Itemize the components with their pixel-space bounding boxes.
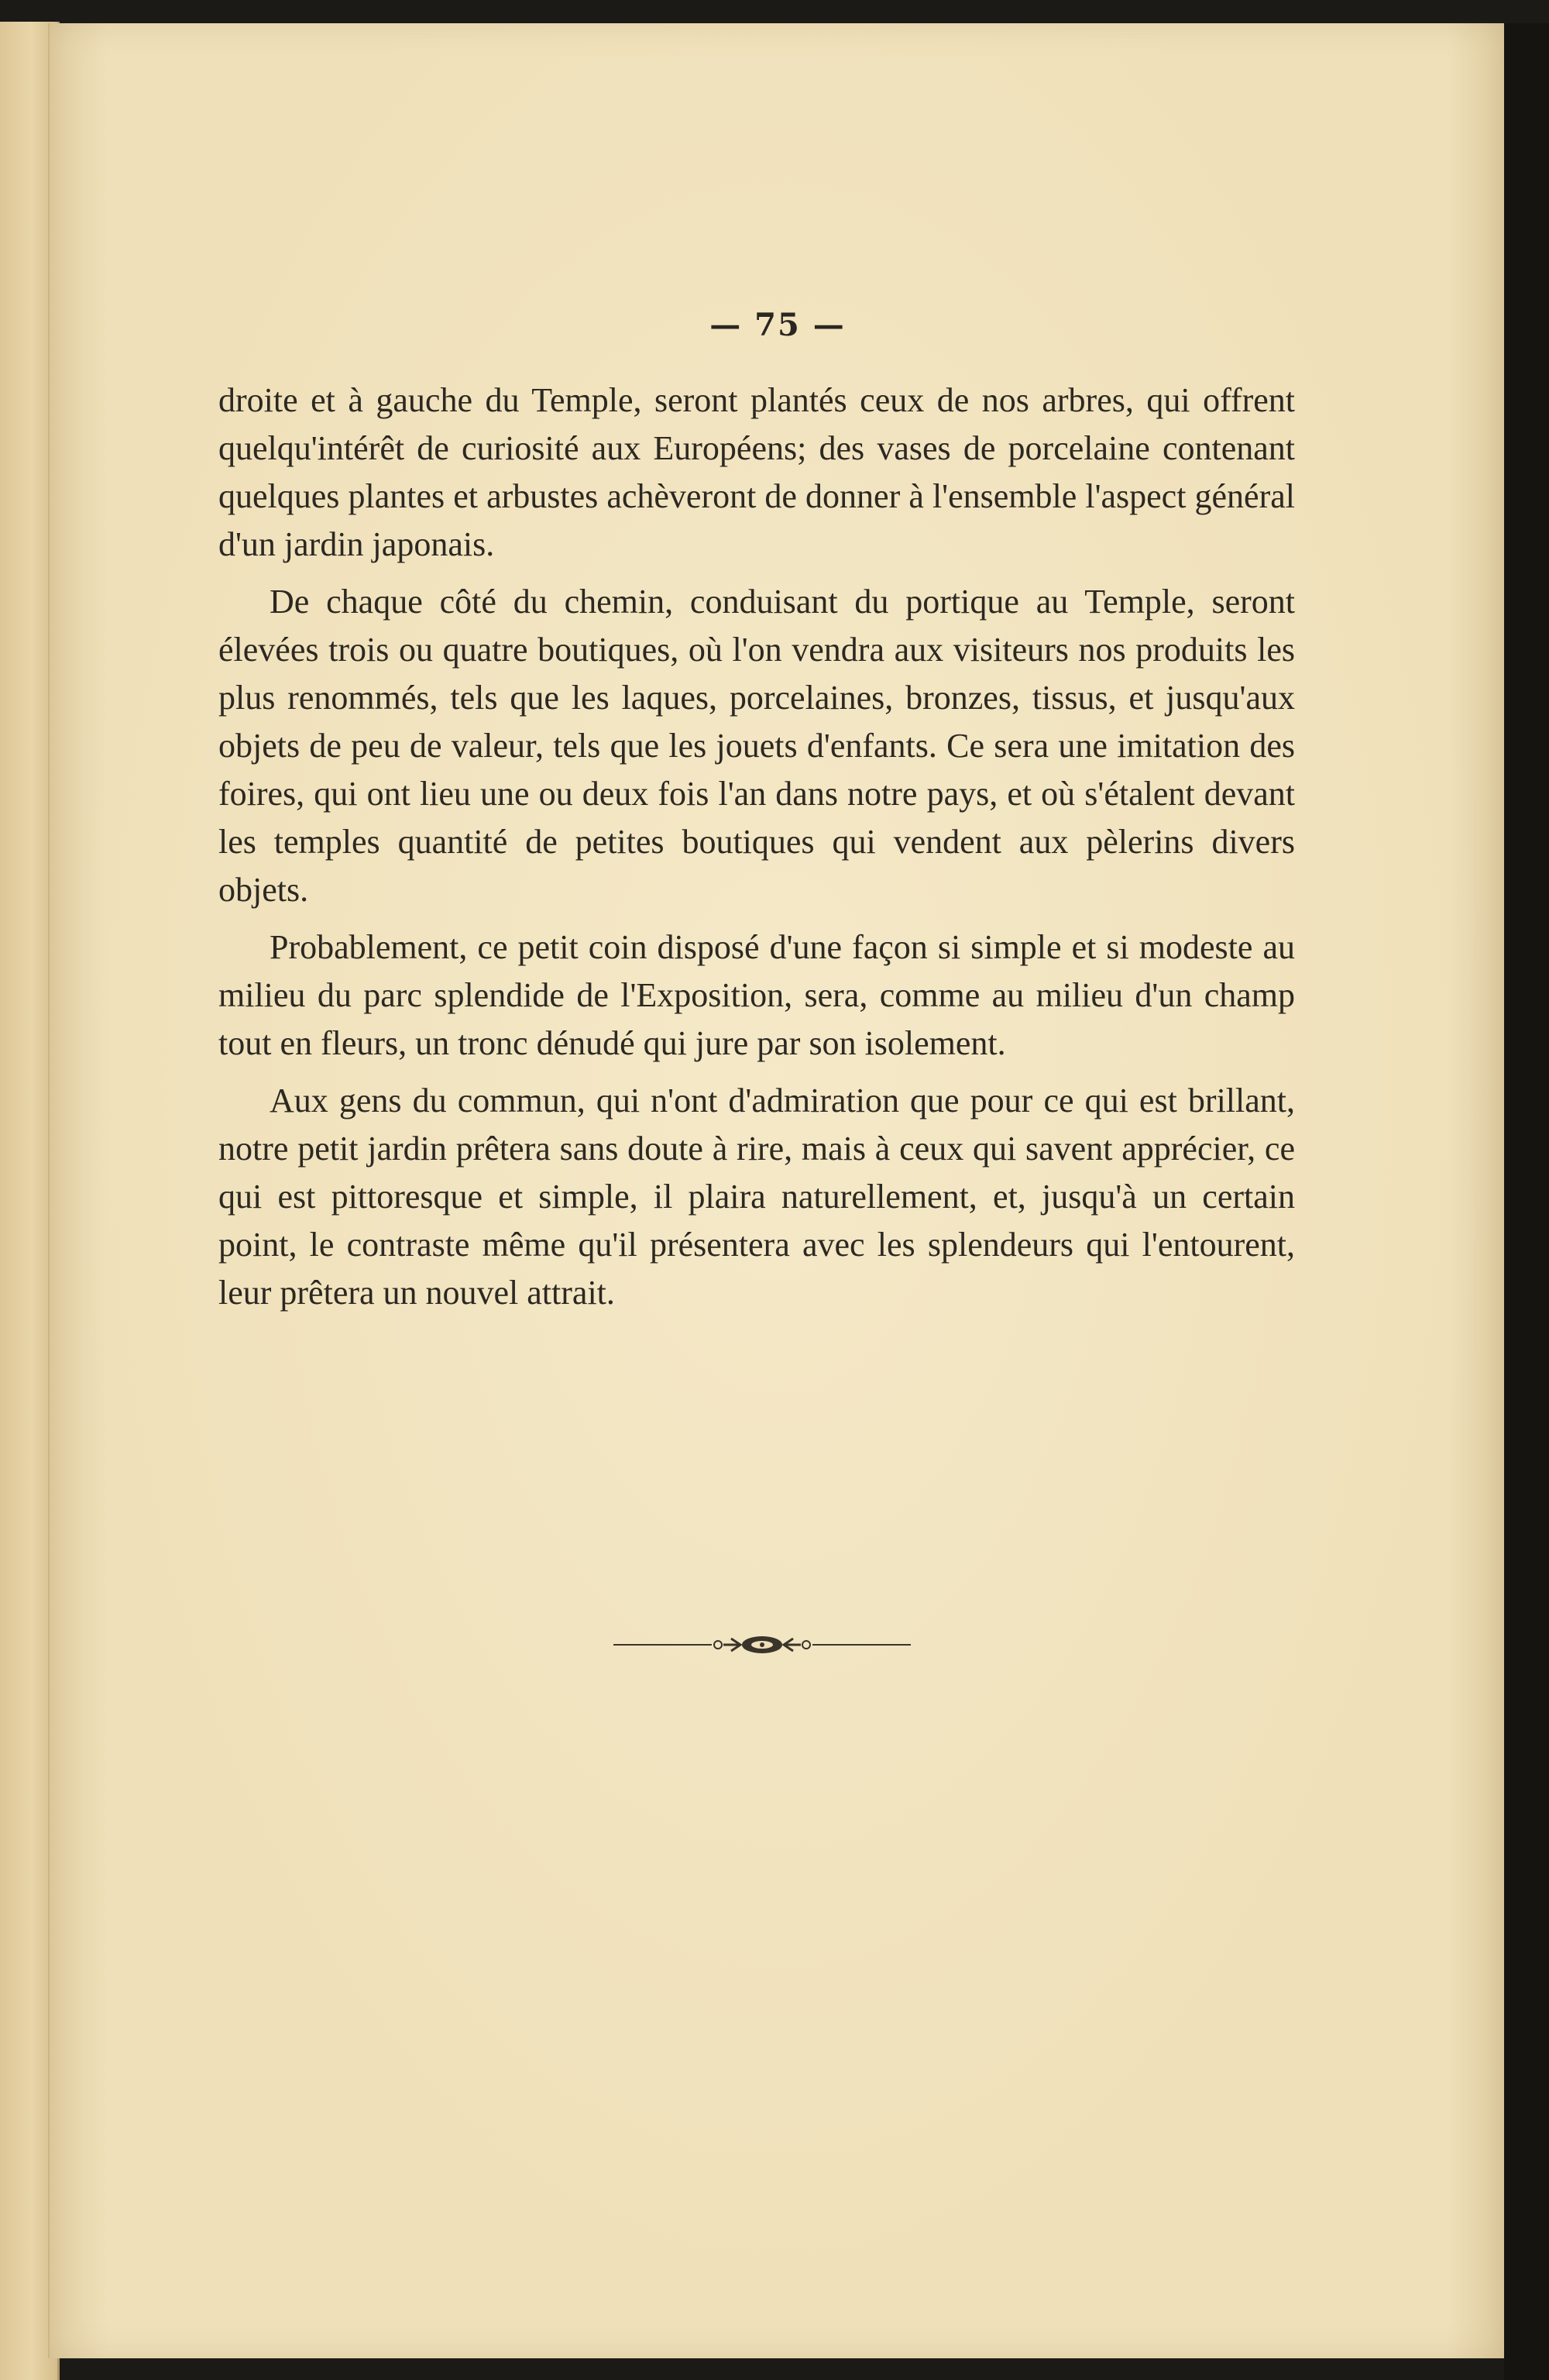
book-page (48, 23, 1506, 2358)
paragraph-3: Probablement, ce petit coin disposé d'une façon si simple et si modeste au milieu du parc splendide de l'Exposition, sera, comme au milieu d'un champ tout en fleurs, un tronc dénudé qui jure par son isolement. (218, 928, 1295, 1062)
scan-edge (1504, 23, 1549, 2380)
fleuron-ornament-icon (607, 1625, 917, 1664)
paragraph-4: Aux gens du commun, qui n'ont d'admiration que pour ce qui est brillant, notre petit jardin prêtera sans doute à rire, mais à ceux qui savent apprécier, ce qui est pittoresque et simple, il plaira naturellement, et, jusqu'à un certain point, le contraste même qu'il présentera avec les splendeurs qui l'entourent, leur prêtera un nouvel attrait. (218, 1082, 1295, 1312)
paragraph-2: De chaque côté du chemin, conduisant du portique au Temple, seront élevées trois ou quatre boutiques, où l'on vendra aux visiteurs nos produits les plus renommés, tels que les laques, porcelaines, bronzes, tissus, et jusqu'aux objets de peu de valeur, tels que les jouets d'enfants. Ce sera une imitation des foires, qui ont lieu une ou deux fois l'an dans notre pays, et où s'étalent devant les temples quantité de petites boutiques qui vendent aux pèlerins divers objets. (218, 583, 1295, 909)
page-number: — 75 — (709, 307, 846, 343)
body-text (218, 377, 1295, 1326)
paragraph-1: droite et à gauche du Temple, seront plantés ceux de nos arbres, qui offrent quelqu'intérêt de curiosité aux Européens; des vases de porcelaine contenant quelques plantes et arbustes achèveront de donner à l'ensemble l'aspect général d'un jardin japonais. (218, 381, 1295, 563)
